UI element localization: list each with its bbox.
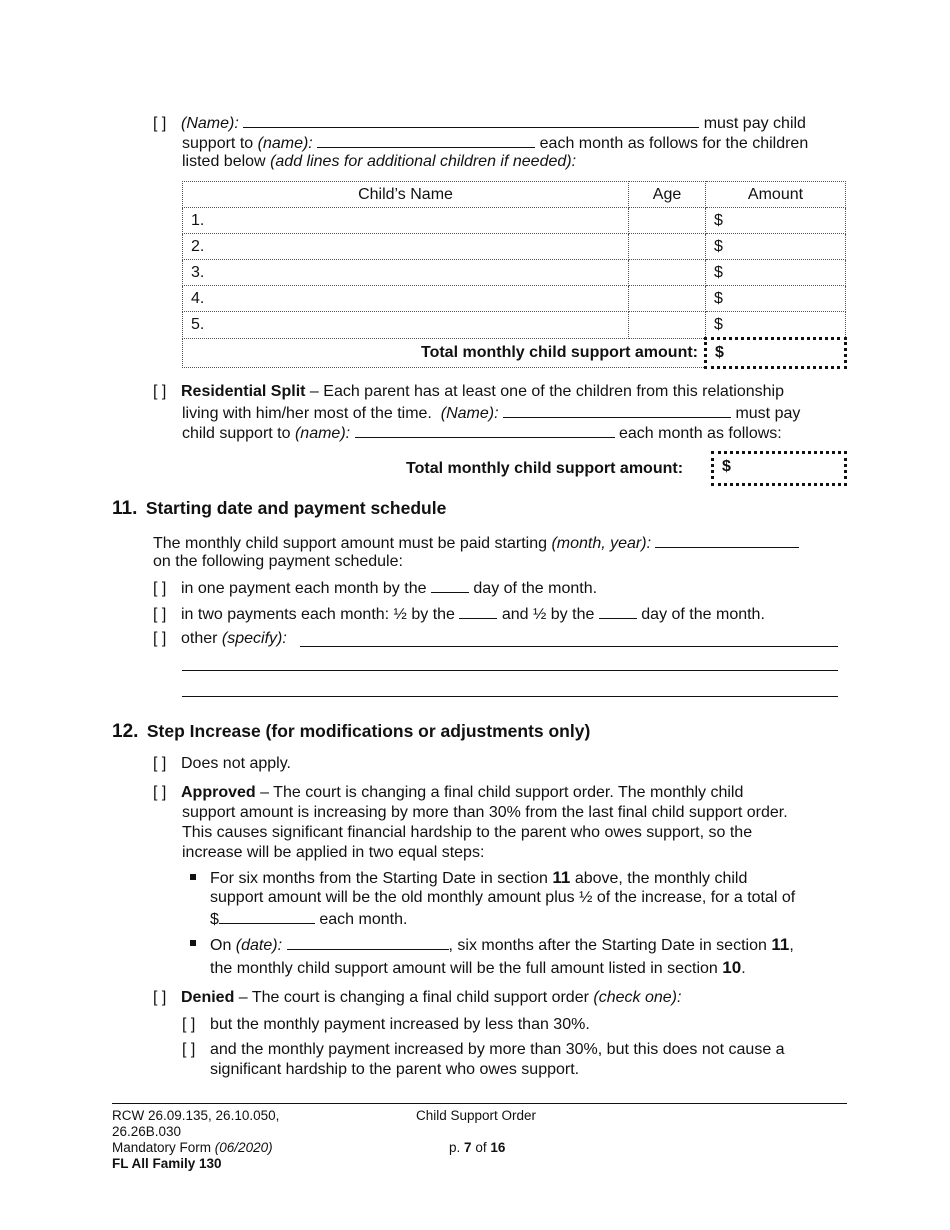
section-11-intro-1 [153,532,799,554]
denied-sub-2-checkbox[interactable]: [ ] [182,1041,196,1058]
section-11-number: 11. [112,498,138,519]
residential-split-text-1: – Each parent has at least one of the children from this relationship [309,383,784,400]
total-label: Total monthly child support amount: [183,339,706,368]
residential-each-month: each month as follows: [619,425,782,442]
residential-name-label-2: (name): [294,425,351,442]
option-1-text-a: in one payment each month by the [181,580,427,597]
approved-text-3: This causes significant financial hardship to the parent who owes support, so the [182,824,753,841]
table-row [183,312,846,339]
approved-text-2: support amount is increasing by more than 30% from the last final child support order. [182,804,788,821]
specify-label: (specify): [221,630,287,647]
residential-split-line-3 [182,422,782,444]
denied-text: – The court is changing a final child support order [238,989,589,1006]
residential-split-text-3: child support to [182,425,291,442]
age-cell[interactable] [629,312,706,339]
page-prefix: p. [449,1140,461,1155]
step-2-date-label: (date): [235,937,283,954]
specify-field-line-3[interactable] [182,696,838,697]
start-date-field[interactable] [655,532,799,548]
denied-suboption-1 [182,1015,590,1035]
payer-name-field[interactable] [243,112,699,128]
page-total: 16 [490,1140,506,1155]
footer-title: Child Support Order [416,1108,537,1123]
start-intro-text: The monthly child support amount must be paid starting [153,535,547,552]
age-cell[interactable] [629,260,706,286]
step-2-section-ref: 11 [771,935,790,954]
footer-divider [112,1103,847,1104]
option-2-day-field-2[interactable] [599,603,637,619]
bullet-icon [190,874,196,880]
footer-form-id: FL All Family 130 [112,1156,222,1171]
page-of: of [475,1140,487,1155]
option-1-checkbox[interactable]: [ ] [153,580,167,597]
option-2-checkbox[interactable]: [ ] [153,606,167,623]
option-3-checkbox[interactable]: [ ] [153,630,167,647]
section-11-heading [112,498,446,520]
split-payment-checkbox[interactable]: [ ] [153,115,167,132]
table-row [183,260,846,286]
section-11-intro-2: on the following payment schedule: [153,553,403,570]
residential-payee-field[interactable] [355,422,615,438]
specify-field-line-1[interactable] [300,646,838,647]
option-2-day-field-1[interactable] [459,603,497,619]
step-1-line-2: support amount will be the old monthly amount plus ½ of the increase, for a total of [210,889,796,906]
step-2-line-2 [210,958,746,979]
split-payment-line-3 [182,152,576,172]
residential-payer-field[interactable] [503,402,731,418]
option-3-text: other [181,630,218,647]
section-12-title: Step Increase (for modifications or adjustments only) [146,721,591,741]
age-cell[interactable] [629,286,706,312]
specify-field-line-2[interactable] [182,670,838,671]
step-2-period: . [741,960,746,977]
denied-checkbox[interactable]: [ ] [153,989,167,1006]
support-to-text: support to [182,135,254,152]
amount-cell[interactable]: $ [706,234,846,260]
amount-header: Amount [706,182,846,208]
children-table [182,181,847,369]
each-month-text: each month as follows for the children [539,135,809,152]
age-cell[interactable] [629,208,706,234]
does-not-apply-option [153,754,291,774]
residential-split-checkbox[interactable]: [ ] [153,383,167,400]
name-label-2: (name): [257,135,313,152]
step-1-amount-field[interactable] [219,908,315,924]
does-not-apply-checkbox[interactable]: [ ] [153,755,167,772]
residential-must-pay: must pay [735,405,801,422]
amount-cell[interactable]: $ [706,286,846,312]
step-1-dollar: $ [210,911,219,928]
denied-sub-1-text: but the monthly payment increased by less than 30%. [210,1016,590,1033]
residential-total-label: Total monthly child support amount: [406,460,684,477]
approved-checkbox[interactable]: [ ] [153,784,167,801]
step-2-text-c: the monthly child support amount will be the full amount listed in section [210,960,718,977]
total-row [183,339,846,368]
step-2-date-field[interactable] [287,934,449,950]
footer-rcw-2: 26.26B.030 [112,1124,182,1139]
footer-mandatory [112,1140,279,1156]
residential-split-line-2 [182,402,800,424]
split-payment-line-1 [153,112,806,134]
step-1-line-3 [210,908,407,930]
child-name-cell[interactable]: 2. [183,234,629,260]
split-payment-line-2 [182,132,808,154]
denied-sub-2-text-1: and the monthly payment increased by more than 30%, but this does not cause a [210,1041,785,1058]
step-1-text-b: above, the monthly child [574,870,748,887]
step-2-on: On [210,937,232,954]
add-lines-note: (add lines for additional children if needed): [270,153,577,170]
denied-sub-1-checkbox[interactable]: [ ] [182,1016,196,1033]
payee-name-field[interactable] [317,132,535,148]
amount-cell[interactable]: $ [706,260,846,286]
table-row [183,208,846,234]
residential-split-text-2: living with him/her most of the time. [182,405,432,422]
listed-below-text: listed below [182,153,266,170]
option-1-text-b: day of the month. [473,580,598,597]
denied-suboption-2 [182,1040,785,1060]
page-num: 7 [464,1140,472,1155]
must-pay-text: must pay child [703,115,806,132]
residential-total-dollar: $ [722,458,731,475]
amount-cell[interactable]: $ [706,312,846,339]
child-name-cell[interactable]: 4. [183,286,629,312]
footer-page-number [449,1140,505,1156]
schedule-option-1 [153,577,597,599]
check-one-label: (check one): [593,989,682,1006]
option-2-text-a: in two payments each month: ½ by the [181,606,455,623]
age-cell[interactable] [629,234,706,260]
approved-text-4: increase will be applied in two equal steps: [182,844,485,861]
footer-mandatory-date: (06/2020) [214,1140,273,1155]
amount-cell[interactable]: $ [706,208,846,234]
month-year-label: (month, year): [551,535,652,552]
section-12-heading [112,721,590,743]
child-name-cell[interactable]: 1. [183,208,629,234]
step-1-text-a: For six months from the Starting Date in section [210,870,548,887]
approved-title: Approved [181,784,256,801]
residential-split-title: Residential Split [181,383,306,400]
residential-split-line-1 [153,382,784,402]
child-name-cell[interactable]: 5. [183,312,629,339]
step-2-line-1 [210,934,794,956]
footer-left [112,1108,279,1172]
residential-name-label: (Name): [440,405,499,422]
table-row [183,234,846,260]
denied-sub-2-text-2: significant hardship to the parent who owes support. [210,1061,580,1078]
step-1-line-1 [210,868,747,889]
table-row [183,286,846,312]
footer-mandatory-text: Mandatory Form [112,1140,212,1155]
step-1-section-ref: 11 [552,868,571,887]
approved-option [153,783,743,803]
section-11-title: Starting date and payment schedule [145,498,447,518]
residential-total-box[interactable] [711,451,847,486]
denied-option [153,988,681,1008]
step-2-text-b: , six months after the Starting Date in section [448,937,767,954]
footer-rcw-1: RCW 26.09.135, 26.10.050, [112,1108,280,1123]
schedule-option-3 [153,629,287,649]
option-2-text-c: day of the month. [641,606,765,623]
step-1-each-month: each month. [319,911,408,928]
section-12-number: 12. [112,721,139,742]
does-not-apply-text: Does not apply. [181,755,291,772]
name-label: (Name): [181,115,239,132]
approved-text-1: – The court is changing a final child support order. The monthly child [260,784,744,801]
bullet-icon [190,940,196,946]
step-2-section-ref-2: 10 [722,958,742,977]
age-header: Age [629,182,706,208]
child-name-header: Child’s Name [183,182,629,208]
option-1-day-field[interactable] [431,577,469,593]
total-amount-box[interactable]: $ [706,339,846,368]
schedule-option-2 [153,603,765,625]
denied-title: Denied [181,989,235,1006]
child-name-cell[interactable]: 3. [183,260,629,286]
step-2-comma: , [789,937,794,954]
option-2-text-b: and ½ by the [501,606,595,623]
